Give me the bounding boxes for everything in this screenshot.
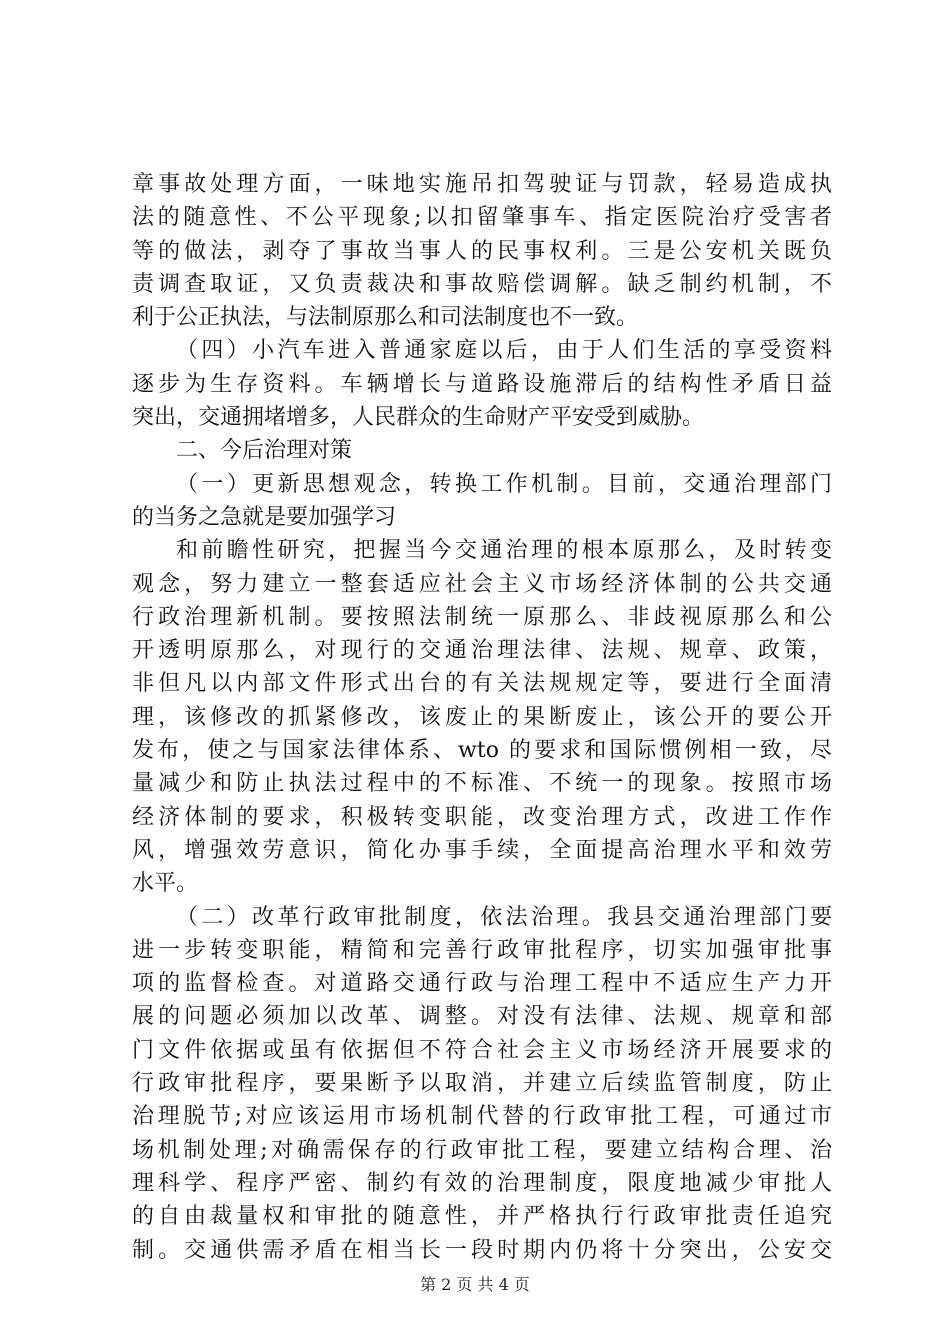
text-line: 和前瞻性研究，把握当今交通治理的根本原那么，及时转变 (176, 538, 832, 564)
text-line: 行政审批程序，要果断予以取消，并建立后续监管制度，防止 (132, 1071, 832, 1097)
text-line: 的自由裁量权和审批的随意性，并严格执行行政审批责任追究 (132, 1204, 832, 1230)
text-line: 章事故处理方面，一味地实施吊扣驾驶证与罚款，轻易造成执 (132, 172, 832, 197)
text-line: 非但凡以内部文件形式出台的有关法规规定等，要进行全面清 (132, 671, 832, 697)
text-line: 水平。 (132, 871, 199, 897)
text-line: 二、今后治理对策 (176, 438, 353, 464)
text-line: 量减少和防止执法过程中的不标准、不统一的现象。按照市场 (132, 771, 832, 797)
text-line: 理科学、程序严密、制约有效的治理制度，限度地减少审批人 (132, 1170, 832, 1196)
text-line: 门文件依据或虽有依据但不符合社会主义市场经济开展要求的 (132, 1037, 832, 1063)
body-text (132, 168, 832, 1267)
text-line: 开透明原那么，对现行的交通治理法律、法规、规章、政策， (132, 638, 832, 664)
text-line: 场机制处理;对确需保存的行政审批工程，要建立结构合理、治 (132, 1137, 832, 1163)
text-line: （一）更新思想观念，转换工作机制。目前，交通治理部门 (176, 471, 832, 497)
text-line: 发布，使之与国家法律体系、wto 的要求和国际惯例相一致，尽 (132, 738, 832, 764)
text-line: 等的做法，剥夺了事故当事人的民事权利。三是公安机关既负 (132, 238, 832, 264)
text-line: 风，增强效劳意识，简化办事手续，全面提高治理水平和效劳 (132, 837, 832, 863)
text-line: 展的问题必须加以改革、调整。对没有法律、法规、规章和部 (132, 1004, 832, 1030)
text-line: （四）小汽车进入普通家庭以后，由于人们生活的享受资料 (176, 338, 832, 364)
text-line: 理，该修改的抓紧修改，该废止的果断废止，该公开的要公开 (132, 704, 832, 730)
text-line: 制。交通供需矛盾在相当长一段时期内仍将十分突出，公安交 (132, 1237, 832, 1263)
text-line: （二）改革行政审批制度，依法治理。我县交通治理部门要 (176, 904, 832, 930)
text-line: 责调查取证，又负责裁决和事故赔偿调解。缺乏制约机制，不 (132, 271, 832, 297)
text-line: 利于公正执法，与法制原那么和司法制度也不一致。 (132, 305, 639, 331)
text-line: 的当务之急就是要加强学习 (132, 504, 397, 530)
text-line: 观念，努力建立一整套适应社会主义市场经济体制的公共交通 (132, 571, 832, 597)
text-line: 治理脱节;对应该运用市场机制代替的行政审批工程，可通过市 (132, 1104, 832, 1130)
text-line: 项的监督检查。对道路交通行政与治理工程中不适应生产力开 (132, 971, 832, 997)
text-line: 逐步为生存资料。车辆增长与道路设施滞后的结构性矛盾日益 (132, 371, 832, 397)
text-line: 行政治理新机制。要按照法制统一原那么、非歧视原那么和公 (132, 604, 832, 630)
text-line: 法的随意性、不公平现象;以扣留肇事车、指定医院治疗受害者 (132, 205, 832, 231)
text-line: 突出，交通拥堵增多，人民群众的生命财产平安受到威胁。 (132, 405, 705, 431)
text-line: 经济体制的要求，积极转变职能，改变治理方式，改进工作作 (132, 804, 832, 830)
text-line: 进一步转变职能，精简和完善行政审批程序，切实加强审批事 (132, 937, 832, 963)
page-footer: 第 2 页 共 4 页 (420, 1275, 530, 1294)
